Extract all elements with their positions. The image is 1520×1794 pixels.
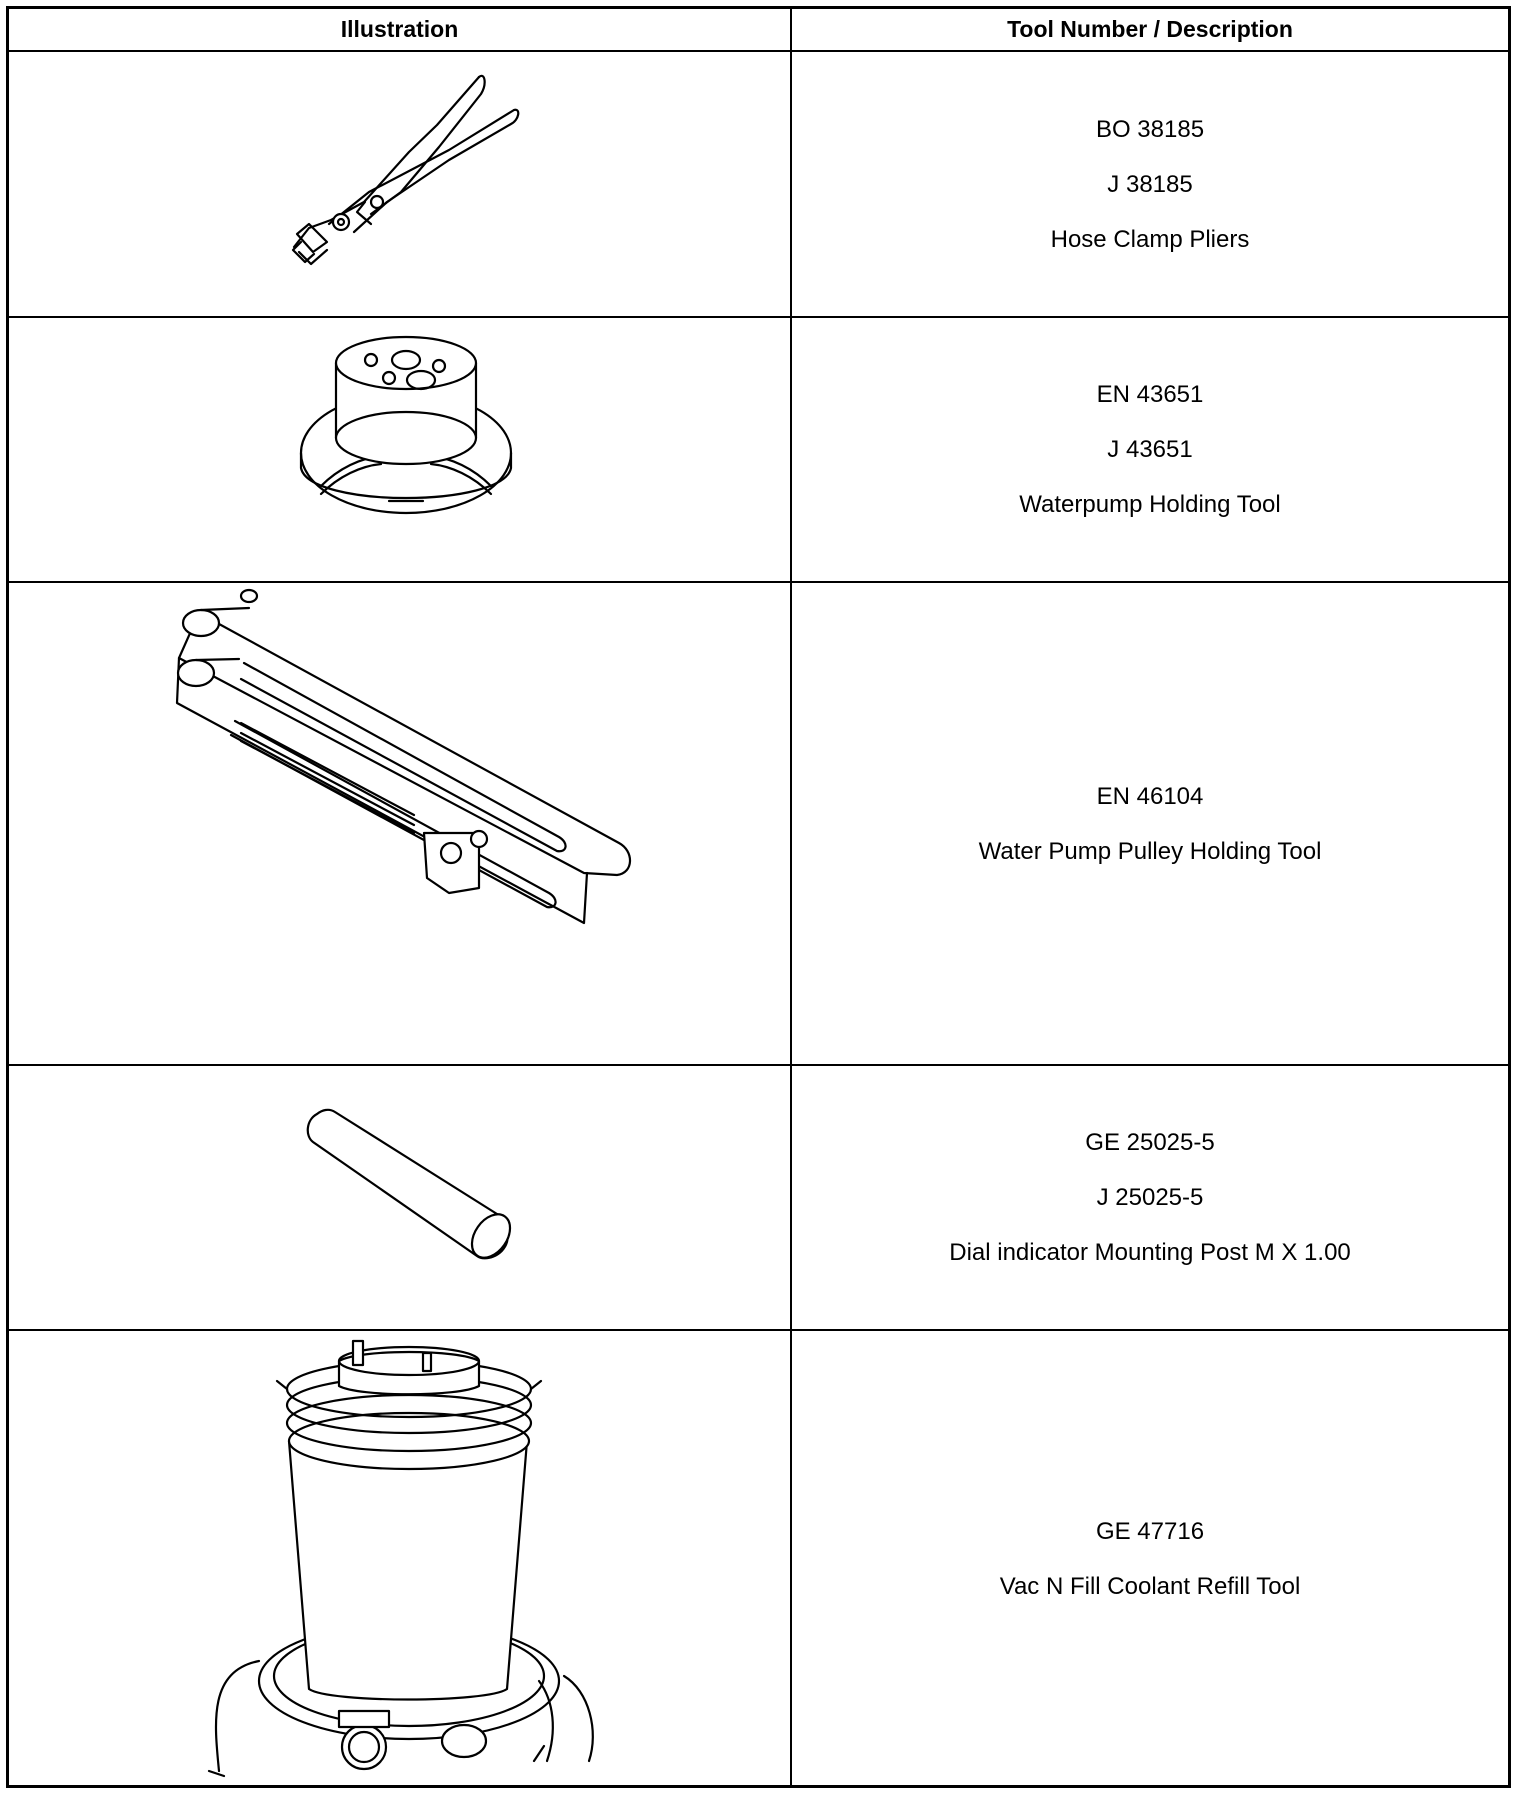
waterpump-holding-tool-icon — [9, 318, 790, 581]
description-cell — [792, 583, 1508, 1064]
illustration-cell — [9, 1066, 790, 1329]
tool-number: EN 43651 — [1096, 381, 1204, 408]
illustration-cell — [9, 583, 790, 1064]
hose-clamp-pliers-icon — [9, 52, 790, 316]
water-pump-pulley-holding-tool-icon — [9, 583, 790, 1064]
illustration-cell — [9, 52, 790, 316]
tool-number: GE 47716 — [1095, 1517, 1205, 1545]
description-cell — [792, 1066, 1508, 1329]
tool-description: Vac N Fill Coolant Refill Tool — [999, 1572, 1301, 1600]
tool-number-alt: J 38185 — [1107, 170, 1193, 198]
tool-description: Water Pump Pulley Holding Tool — [978, 837, 1322, 865]
description-cell — [792, 52, 1508, 316]
tool-description: Waterpump Holding Tool — [1019, 491, 1281, 518]
tool-description: Hose Clamp Pliers — [1050, 225, 1250, 253]
illustration-cell — [9, 318, 790, 581]
tool-number: BO 38185 — [1095, 115, 1205, 143]
tool-number: EN 46104 — [1096, 782, 1204, 810]
tool-number-alt: J 25025-5 — [1096, 1184, 1204, 1211]
header-tool-description: Tool Number / Description — [1007, 16, 1293, 42]
dial-indicator-mounting-post-icon — [9, 1066, 790, 1329]
tool-number: GE 25025-5 — [1085, 1129, 1215, 1156]
header-illustration: Illustration — [340, 16, 459, 42]
description-cell — [792, 318, 1508, 581]
illustration-cell — [9, 1331, 790, 1786]
tools-table — [6, 6, 1511, 1788]
description-cell — [792, 1331, 1508, 1786]
coolant-refill-tool-icon — [9, 1331, 790, 1786]
tool-number-alt: J 43651 — [1107, 436, 1193, 463]
tool-description: Dial indicator Mounting Post M X 1.00 — [949, 1239, 1351, 1266]
